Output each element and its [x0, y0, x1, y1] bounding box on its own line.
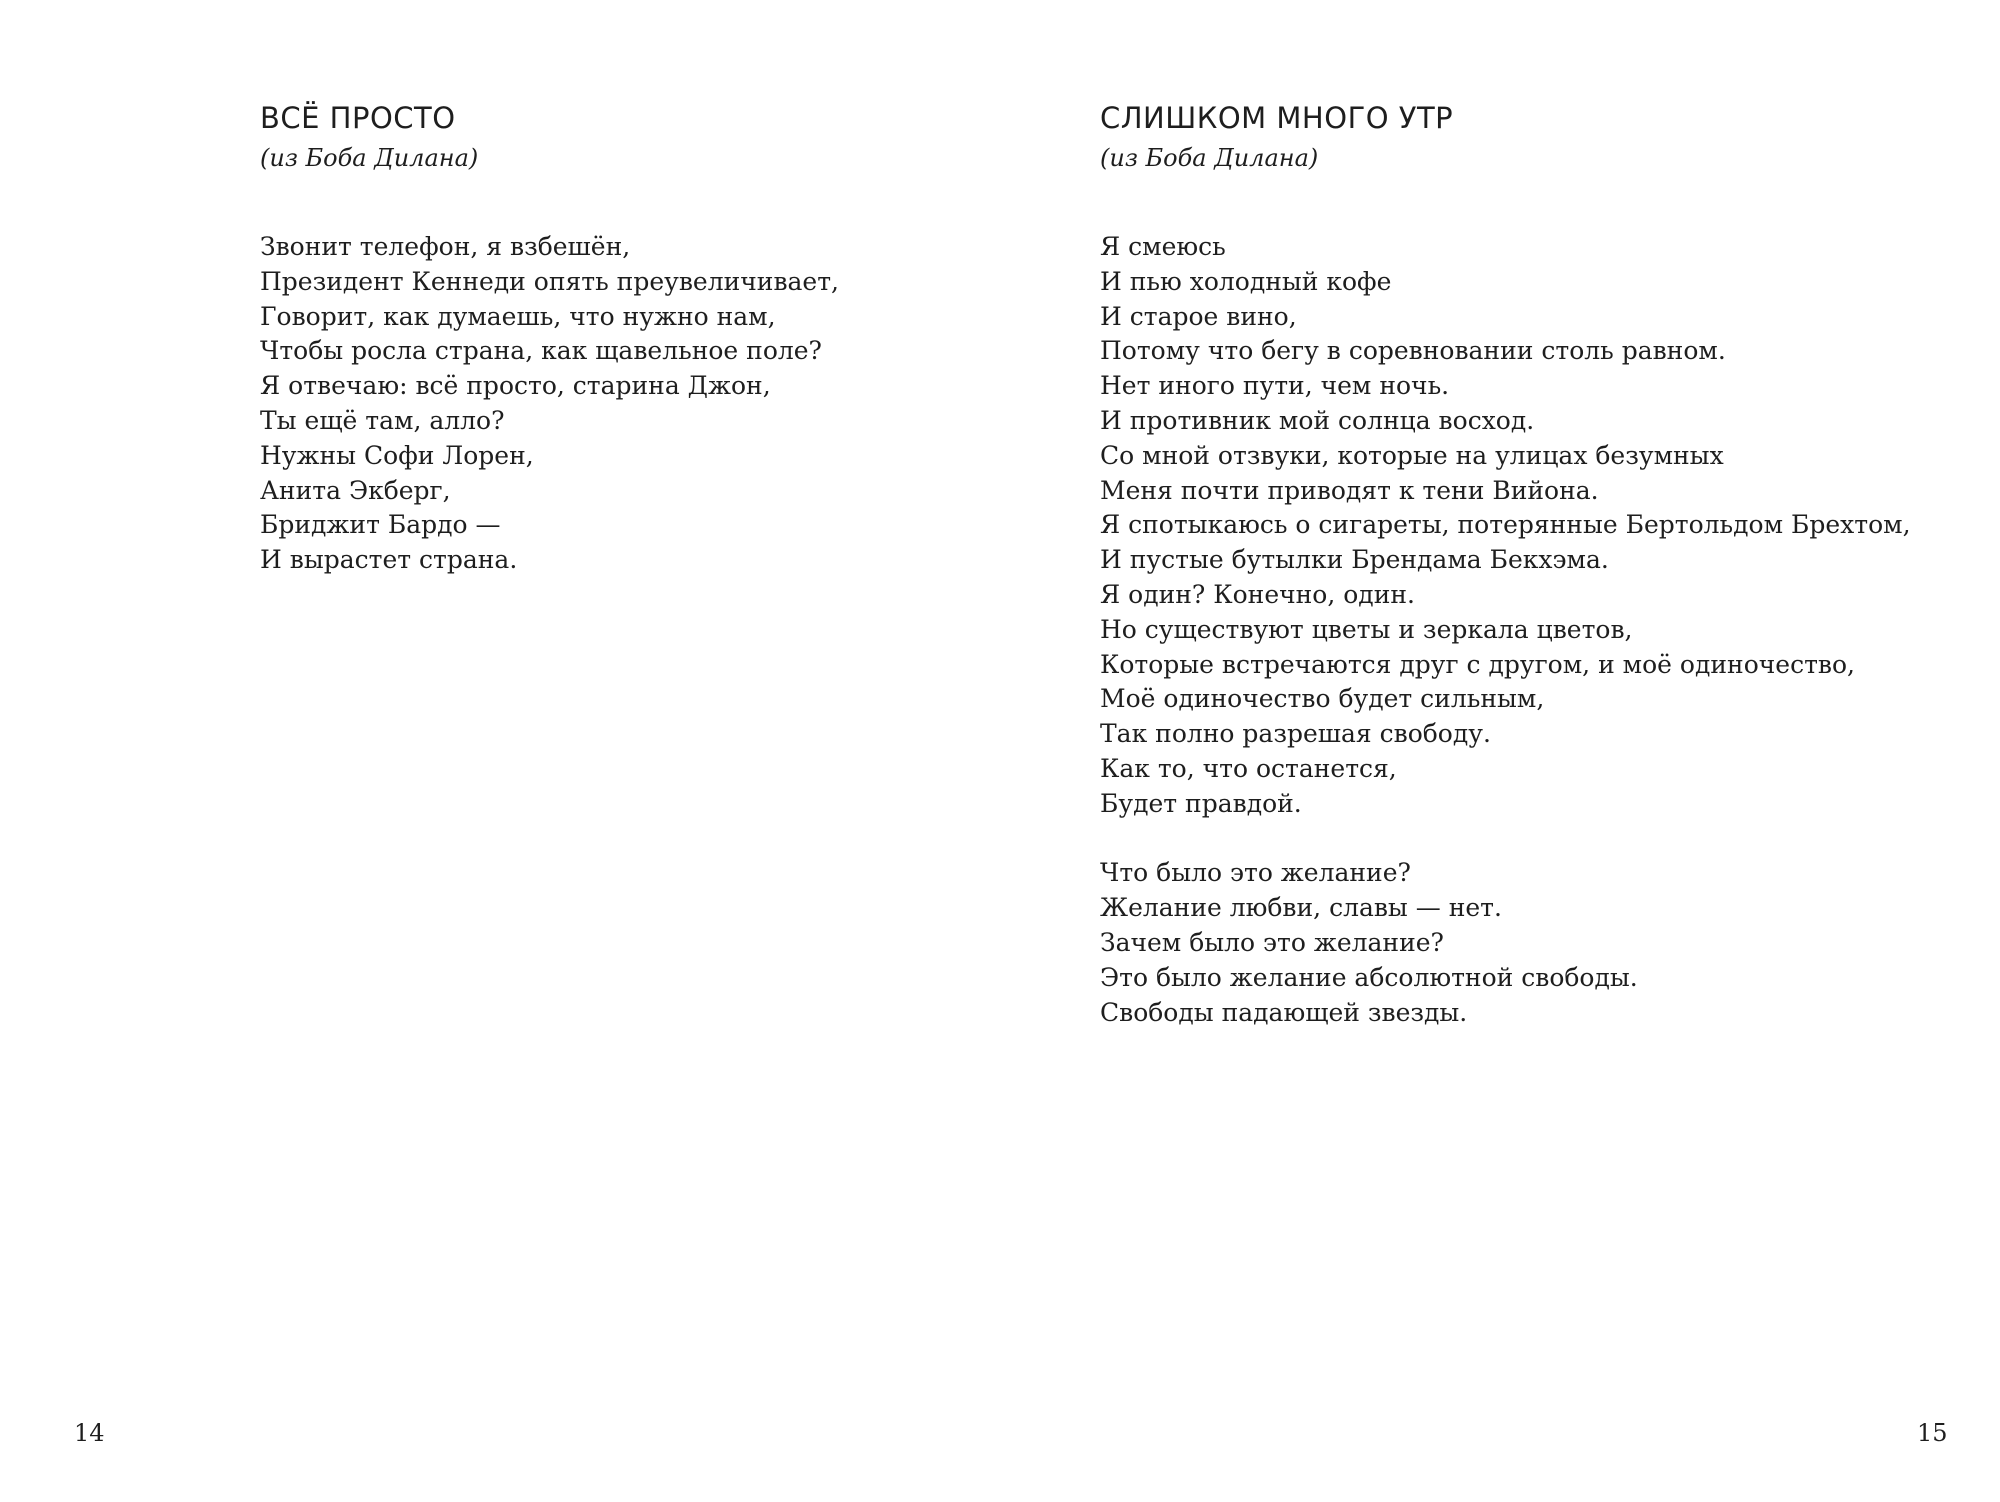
verse-line: Меня почти приводят к тени Вийона.: [1100, 475, 1599, 505]
verse-line: Я спотыкаюсь о сигареты, потерянные Бертольдом Брехтом,: [1100, 510, 1911, 540]
page-number: 15: [1917, 1419, 1948, 1447]
stanza: [1100, 230, 1911, 822]
verse-line: Моё одиночество будет сильным,: [1100, 684, 1545, 714]
verse-line: Как то, что останется,: [1100, 753, 1397, 783]
verse-line: Желание любви, славы — нет.: [1100, 893, 1502, 923]
poem-title: СЛИШКОМ МНОГО УТР: [1100, 101, 1454, 135]
poem-title: ВСЁ ПРОСТО: [260, 101, 456, 135]
verse-line: Потому что бегу в соревновании столь равном.: [1100, 336, 1726, 366]
verse-line: И пустые бутылки Брендама Бекхэма.: [1100, 545, 1609, 575]
poem-subtitle: (из Боба Дилана): [260, 144, 479, 172]
stanza: [1100, 856, 1911, 1030]
poem-vsyo-prosto: [260, 100, 839, 578]
verse-line: Анита Экберг,: [260, 475, 451, 505]
verse-line: Нет иного пути, чем ночь.: [1100, 371, 1450, 401]
poem-slishkom-mnogo-utr: [1100, 100, 1911, 1030]
verse-line: Свободы падающей звезды.: [1100, 997, 1468, 1027]
verse-line: Зачем было это желание?: [1100, 927, 1444, 957]
verse-line: Которые встречаются друг с другом, и моё одиночество,: [1100, 649, 1855, 679]
verse-line: Ты ещё там, алло?: [260, 405, 505, 435]
verse-line: И старое вино,: [1100, 301, 1297, 331]
verse-line: Будет правдой.: [1100, 788, 1302, 818]
stanza: [260, 230, 839, 578]
verse-line: Бриджит Бардо —: [260, 510, 501, 540]
poem-subtitle: (из Боба Дилана): [1100, 144, 1319, 172]
verse-line: Президент Кеннеди опять преувеличивает,: [260, 266, 839, 296]
right-page: [1000, 0, 2000, 1502]
verse-line: И вырастет страна.: [260, 545, 518, 575]
verse-line: Так полно разрешая свободу.: [1100, 719, 1491, 749]
verse-line: Я один? Конечно, один.: [1100, 579, 1415, 609]
verse-line: Нужны Софи Лорен,: [260, 440, 534, 470]
verse-line: Это было желание абсолютной свободы.: [1100, 962, 1638, 992]
verse-line: Но существуют цветы и зеркала цветов,: [1100, 614, 1633, 644]
verse-line: Что было это желание?: [1100, 858, 1411, 888]
verse-line: И пью холодный кофе: [1100, 266, 1392, 296]
verse-line: Я смеюсь: [1100, 232, 1226, 261]
page-number: 14: [74, 1419, 105, 1447]
verse-line: Говорит, как думаешь, что нужно нам,: [260, 301, 776, 331]
verse-line: Чтобы росла страна, как щавельное поле?: [260, 336, 822, 366]
verse-line: Я отвечаю: всё просто, старина Джон,: [260, 371, 771, 401]
verse-line: Со мной отзвуки, которые на улицах безумных: [1100, 440, 1724, 470]
verse-line: И противник мой солнца восход.: [1100, 405, 1535, 435]
verse-line: Звонит телефон, я взбешён,: [260, 232, 631, 261]
